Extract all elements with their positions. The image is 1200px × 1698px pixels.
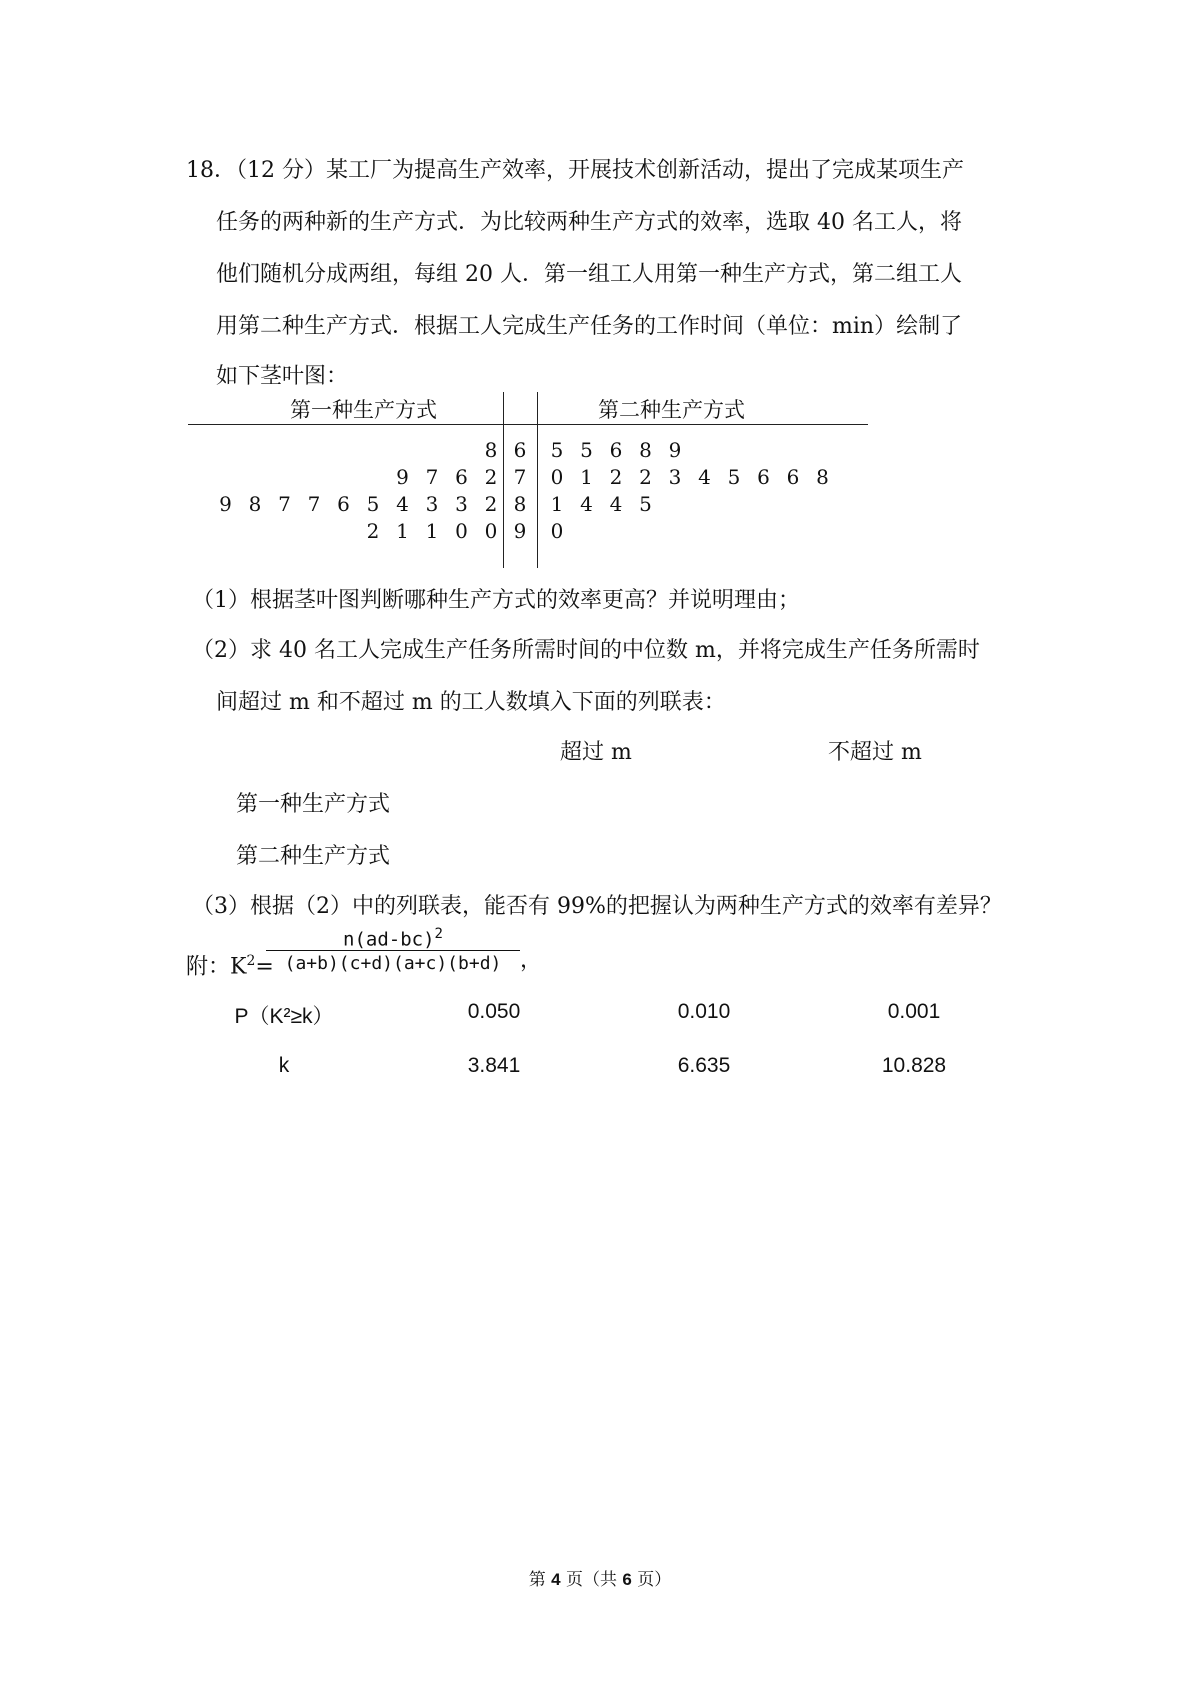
problem-line-2: 任务的两种新的生产方式．为比较两种生产方式的效率，选取 40 名工人，将 [216,210,962,235]
footer-page: 4 [551,1570,561,1589]
left-leaf-digit: 3 [455,492,468,516]
left-leaf-digit: 8 [484,438,498,462]
critical-row1-val1: 0.050 [467,1000,521,1023]
formula-numerator [266,926,520,950]
footer-post: 页） [631,1570,672,1590]
right-leaf-digit: 0 [550,519,564,543]
contingency-row-method-2: 第二种生产方式 [236,844,391,869]
critical-row1-label: P（K²≥k） [234,1005,334,1028]
contingency-row-method-1: 第一种生产方式 [236,792,391,817]
left-leaf-digit: 9 [219,492,232,516]
right-leaf-digit: 5 [550,438,564,462]
problem-line-3: 他们随机分成两组，每组 20 人．第一组工人用第一种生产方式，第二组工人 [216,262,962,287]
footer-pre: 第 [528,1570,552,1590]
right-leaf-digit: 5 [580,438,593,462]
critical-row1-val2: 0.010 [677,1000,731,1023]
problem-line-5: 如下茎叶图： [216,364,349,389]
stem-leaf-right-title: 第二种生产方式 [598,398,745,422]
left-leaf-digit: 2 [484,465,498,489]
right-leaf-digit: 9 [668,438,682,462]
critical-row1-val3: 0.001 [887,1000,941,1023]
right-leaf-digit: 2 [609,465,623,489]
right-leaf-digit: 4 [609,492,623,516]
left-leaf-digit: 9 [396,465,409,489]
stem-leaf-left-title: 第一种生产方式 [290,398,437,422]
formula-prefix-text: 附：K [186,954,247,980]
right-leaf-digit: 5 [639,492,652,516]
left-leaf-digit: 2 [484,492,498,516]
footer-mid: 页（共 [560,1570,623,1590]
critical-row2-label: k [278,1054,290,1077]
stem-leaf-header-rule [188,424,868,425]
footer-total: 6 [622,1570,632,1589]
problem-line-4: 用第二种生产方式．根据工人完成生产任务的工作时间（单位：min）绘制了 [216,314,963,339]
left-leaf-digit: 3 [425,492,439,516]
right-leaf-digit: 2 [639,465,652,489]
left-leaf-digit: 7 [425,465,439,489]
left-leaf-digit: 0 [455,519,468,543]
right-leaf-digit: 8 [639,438,652,462]
left-leaf-digit: 7 [307,492,321,516]
formula-prefix [186,946,274,982]
question-2-line-1: （2）求 40 名工人完成生产任务所需时间的中位数 m，并将完成生产任务所需时 [192,638,980,663]
question-2-line-2: 间超过 m 和不超过 m 的工人数填入下面的列联表： [216,690,726,715]
right-leaf-digit: 1 [550,492,564,516]
right-leaf-digit: 5 [727,465,741,489]
right-leaf-digit: 0 [550,465,564,489]
formula-equals: = [255,954,274,980]
left-leaf-digit: 6 [337,492,350,516]
stem-digit: 6 [513,438,527,462]
question-1: （1）根据茎叶图判断哪种生产方式的效率更高？并说明理由； [192,588,800,613]
right-leaf-digit: 6 [786,465,800,489]
contingency-col-exceed: 超过 m [560,740,632,765]
left-leaf-digit: 0 [484,519,498,543]
left-leaf-digit: 1 [396,519,409,543]
right-leaf-digit: 3 [668,465,682,489]
critical-row2-val1: 3.841 [467,1054,521,1077]
left-leaf-digit: 4 [396,492,409,516]
formula-numerator-sup: 2 [434,926,443,942]
right-leaf-digit: 4 [698,465,711,489]
stem-digit: 8 [513,492,527,516]
left-leaf-digit: 5 [366,492,380,516]
formula-denominator: (a+b)(c+d)(a+c)(b+d) [266,950,520,974]
left-leaf-digit: 2 [366,519,380,543]
question-3: （3）根据（2）中的列联表，能否有 99%的把握认为两种生产方式的效率有差异？ [192,894,1002,919]
left-leaf-digit: 7 [278,492,291,516]
right-leaf-digit: 1 [580,465,593,489]
right-leaf-digit: 8 [816,465,829,489]
critical-row2-val2: 6.635 [677,1054,731,1077]
right-leaf-digit: 6 [609,438,623,462]
stem-digit: 9 [513,519,527,543]
formula-prefix-sup: 2 [246,953,256,969]
problem-line-1: 18．（12 分）某工厂为提高生产效率，开展技术创新活动，提出了完成某项生产 [186,158,964,183]
right-leaf-digit: 4 [580,492,593,516]
stem-leaf-right-divider [537,392,538,568]
page-footer [0,1565,1200,1590]
left-leaf-digit: 8 [248,492,262,516]
left-leaf-digit: 6 [455,465,468,489]
stem-digit: 7 [513,465,527,489]
formula-fraction [266,926,520,974]
left-leaf-digit: 1 [425,519,439,543]
formula-numerator-text: n(ad-bc) [343,928,435,951]
contingency-col-not-exceed: 不超过 m [828,740,922,765]
right-leaf-digit: 6 [757,465,770,489]
critical-row2-val3: 10.828 [881,1054,947,1077]
formula-comma: ， [520,948,543,973]
stem-leaf-left-divider [503,392,504,568]
